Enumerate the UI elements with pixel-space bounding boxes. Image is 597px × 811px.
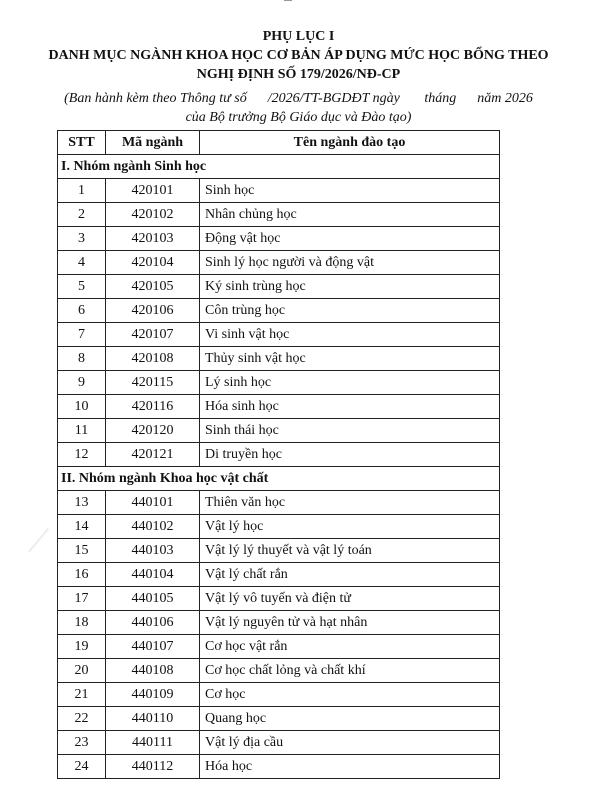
row-stt-cell: 3 bbox=[58, 227, 106, 251]
row-name-cell: Sinh học bbox=[200, 179, 500, 203]
row-name-cell: Thủy sinh vật học bbox=[200, 347, 500, 371]
table-row bbox=[58, 491, 500, 515]
row-stt-cell: 18 bbox=[58, 611, 106, 635]
table-row bbox=[58, 587, 500, 611]
row-name-cell: Hóa sinh học bbox=[200, 395, 500, 419]
row-stt-cell: 23 bbox=[58, 731, 106, 755]
row-stt-cell: 16 bbox=[58, 563, 106, 587]
row-name-cell: Vật lý lý thuyết và vật lý toán bbox=[200, 539, 500, 563]
row-code-cell: 440103 bbox=[106, 539, 200, 563]
table-row bbox=[58, 251, 500, 275]
row-stt-cell: 10 bbox=[58, 395, 106, 419]
column-header-stt: STT bbox=[58, 131, 106, 155]
row-name-cell: Quang học bbox=[200, 707, 500, 731]
row-name-cell: Vật lý địa cầu bbox=[200, 731, 500, 755]
row-stt-cell: 21 bbox=[58, 683, 106, 707]
row-stt-cell: 17 bbox=[58, 587, 106, 611]
row-name-cell: Côn trùng học bbox=[200, 299, 500, 323]
row-name-cell: Sinh thái học bbox=[200, 419, 500, 443]
table-row bbox=[58, 611, 500, 635]
row-name-cell: Hóa học bbox=[200, 755, 500, 779]
table-row bbox=[58, 659, 500, 683]
row-name-cell: Vật lý nguyên tử và hạt nhân bbox=[200, 611, 500, 635]
list-title-line-2: NGHỊ ĐỊNH SỐ 179/2026/NĐ-CP bbox=[196, 67, 401, 82]
table-body bbox=[58, 155, 500, 779]
table-row bbox=[58, 299, 500, 323]
row-code-cell: 440112 bbox=[106, 755, 200, 779]
row-stt-cell: 1 bbox=[58, 179, 106, 203]
row-code-cell: 420121 bbox=[106, 443, 200, 467]
row-stt-cell: 22 bbox=[58, 707, 106, 731]
table-row bbox=[58, 419, 500, 443]
majors-table bbox=[57, 130, 500, 779]
row-name-cell: Thiên văn học bbox=[200, 491, 500, 515]
document-heading bbox=[0, 27, 597, 84]
row-code-cell: 440108 bbox=[106, 659, 200, 683]
column-header-code: Mã ngành bbox=[106, 131, 200, 155]
table-row bbox=[58, 443, 500, 467]
table-row bbox=[58, 203, 500, 227]
row-stt-cell: 4 bbox=[58, 251, 106, 275]
row-name-cell: Cơ học bbox=[200, 683, 500, 707]
table-row bbox=[58, 179, 500, 203]
table-row bbox=[58, 395, 500, 419]
table-row bbox=[58, 515, 500, 539]
row-code-cell: 440109 bbox=[106, 683, 200, 707]
row-stt-cell: 11 bbox=[58, 419, 106, 443]
table-row bbox=[58, 563, 500, 587]
row-code-cell: 440102 bbox=[106, 515, 200, 539]
row-stt-cell: 5 bbox=[58, 275, 106, 299]
row-name-cell: Vi sinh vật học bbox=[200, 323, 500, 347]
row-code-cell: 440105 bbox=[106, 587, 200, 611]
list-title-line-1: DANH MỤC NGÀNH KHOA HỌC CƠ BẢN ÁP DỤNG MỨC HỌC BỔNG THEO bbox=[48, 48, 549, 63]
row-stt-cell: 8 bbox=[58, 347, 106, 371]
row-name-cell: Vật lý chất rắn bbox=[200, 563, 500, 587]
row-name-cell: Ký sinh trùng học bbox=[200, 275, 500, 299]
page-number-mark bbox=[284, 0, 292, 5]
table-row bbox=[58, 347, 500, 371]
row-stt-cell: 6 bbox=[58, 299, 106, 323]
row-code-cell: 420103 bbox=[106, 227, 200, 251]
row-name-cell: Cơ học chất lỏng và chất khí bbox=[200, 659, 500, 683]
table-row bbox=[58, 635, 500, 659]
table-row bbox=[58, 683, 500, 707]
row-code-cell: 440110 bbox=[106, 707, 200, 731]
row-stt-cell: 7 bbox=[58, 323, 106, 347]
row-code-cell: 420105 bbox=[106, 275, 200, 299]
row-stt-cell: 9 bbox=[58, 371, 106, 395]
issuance-note bbox=[0, 89, 597, 127]
row-stt-cell: 20 bbox=[58, 659, 106, 683]
table-row bbox=[58, 275, 500, 299]
row-code-cell: 440111 bbox=[106, 731, 200, 755]
row-stt-cell: 2 bbox=[58, 203, 106, 227]
table-row bbox=[58, 323, 500, 347]
row-code-cell: 420101 bbox=[106, 179, 200, 203]
row-code-cell: 420102 bbox=[106, 203, 200, 227]
row-code-cell: 420120 bbox=[106, 419, 200, 443]
table-header-row bbox=[58, 131, 500, 155]
row-name-cell: Lý sinh học bbox=[200, 371, 500, 395]
row-code-cell: 440104 bbox=[106, 563, 200, 587]
row-stt-cell: 12 bbox=[58, 443, 106, 467]
row-code-cell: 420108 bbox=[106, 347, 200, 371]
row-code-cell: 420106 bbox=[106, 299, 200, 323]
table-row bbox=[58, 371, 500, 395]
row-code-cell: 440106 bbox=[106, 611, 200, 635]
row-stt-cell: 15 bbox=[58, 539, 106, 563]
row-code-cell: 420104 bbox=[106, 251, 200, 275]
row-code-cell: 420115 bbox=[106, 371, 200, 395]
row-name-cell: Sinh lý học người và động vật bbox=[200, 251, 500, 275]
row-stt-cell: 13 bbox=[58, 491, 106, 515]
row-stt-cell: 14 bbox=[58, 515, 106, 539]
appendix-title: PHỤ LỤC I bbox=[262, 29, 335, 44]
table-row bbox=[58, 539, 500, 563]
group-row bbox=[58, 467, 500, 491]
issuance-note-line-1: (Ban hành kèm theo Thông tư số /2026/TT-BGDĐT ngày tháng năm 2026 bbox=[64, 91, 533, 106]
table-row bbox=[58, 731, 500, 755]
issuance-note-line-2: của Bộ trưởng Bộ Giáo dục và Đào tạo) bbox=[185, 110, 412, 125]
row-name-cell: Vật lý vô tuyến và điện tử bbox=[200, 587, 500, 611]
row-code-cell: 440107 bbox=[106, 635, 200, 659]
table-row bbox=[58, 755, 500, 779]
group-title: II. Nhóm ngành Khoa học vật chất bbox=[58, 467, 500, 491]
row-name-cell: Động vật học bbox=[200, 227, 500, 251]
group-row bbox=[58, 155, 500, 179]
column-header-name: Tên ngành đào tạo bbox=[200, 131, 500, 155]
table-row bbox=[58, 707, 500, 731]
row-code-cell: 420107 bbox=[106, 323, 200, 347]
row-code-cell: 440101 bbox=[106, 491, 200, 515]
table-row bbox=[58, 227, 500, 251]
row-name-cell: Nhân chủng học bbox=[200, 203, 500, 227]
row-stt-cell: 19 bbox=[58, 635, 106, 659]
group-title: I. Nhóm ngành Sinh học bbox=[58, 155, 500, 179]
row-stt-cell: 24 bbox=[58, 755, 106, 779]
row-code-cell: 420116 bbox=[106, 395, 200, 419]
row-name-cell: Di truyền học bbox=[200, 443, 500, 467]
row-name-cell: Cơ học vật rắn bbox=[200, 635, 500, 659]
row-name-cell: Vật lý học bbox=[200, 515, 500, 539]
